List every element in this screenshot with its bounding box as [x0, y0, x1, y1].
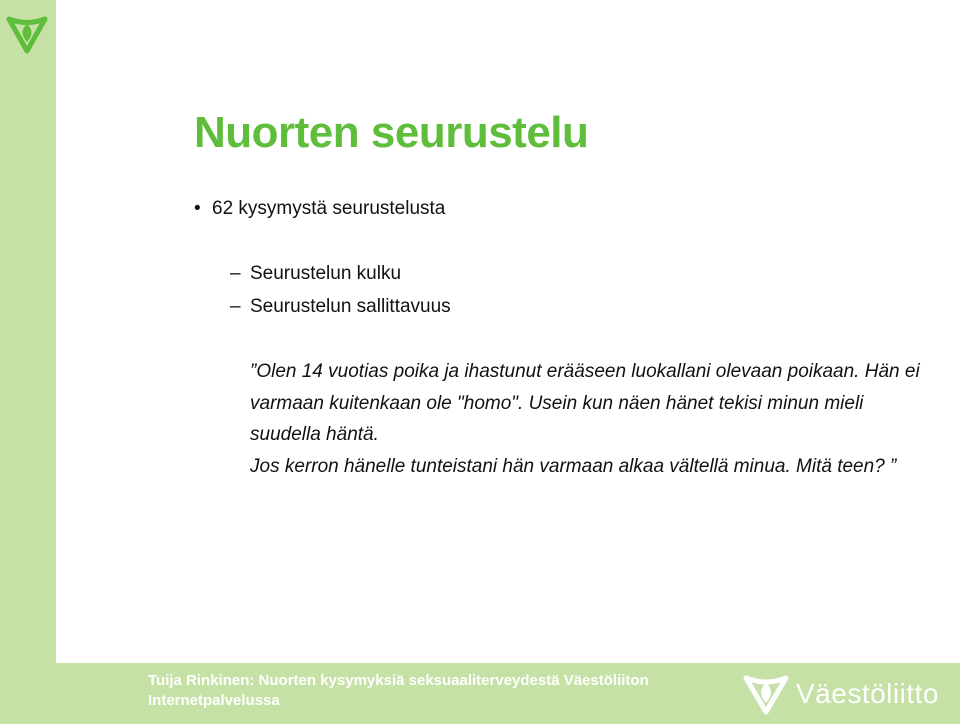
sub-item-text: Seurustelun kulku	[250, 263, 402, 284]
footer-credit-line: Internetpalvelussa	[148, 692, 280, 709]
bullet-dot: •	[194, 198, 201, 219]
sub-item	[230, 263, 401, 285]
main-bullet-text: 62 kysymystä seurustelusta	[212, 198, 446, 219]
sub-item-text: Seurustelun sallittavuus	[250, 296, 451, 317]
quote-block	[250, 356, 930, 482]
sub-item	[230, 296, 451, 318]
slide-title: Nuorten seurustelu	[194, 108, 589, 157]
footer-credit-line: Tuija Rinkinen: Nuorten kysymyksiä seksuaaliterveydestä Väestöliiton	[148, 672, 649, 689]
footer-credit	[148, 671, 708, 711]
vaestoliitto-logo-icon	[6, 14, 48, 54]
dash-marker: –	[230, 263, 241, 284]
quote-paragraph: Jos kerron hänelle tunteistani hän varmaan alkaa vältellä minua. Mitä teen? ”	[250, 455, 897, 477]
footer-brand: Väestöliitto	[796, 678, 939, 709]
dash-marker: –	[230, 296, 241, 317]
left-decor-bar	[0, 0, 56, 724]
main-bullet	[194, 198, 445, 220]
footer-logo-icon	[742, 672, 790, 716]
quote-paragraph: ”Olen 14 vuotias poika ja ihastunut erääseen luokallani olevaan poikaan. Hän ei varmaan kuitenkaan ole "homo". Usein kun näen hänet tekisi minun mieli suudella häntä.	[250, 361, 920, 445]
